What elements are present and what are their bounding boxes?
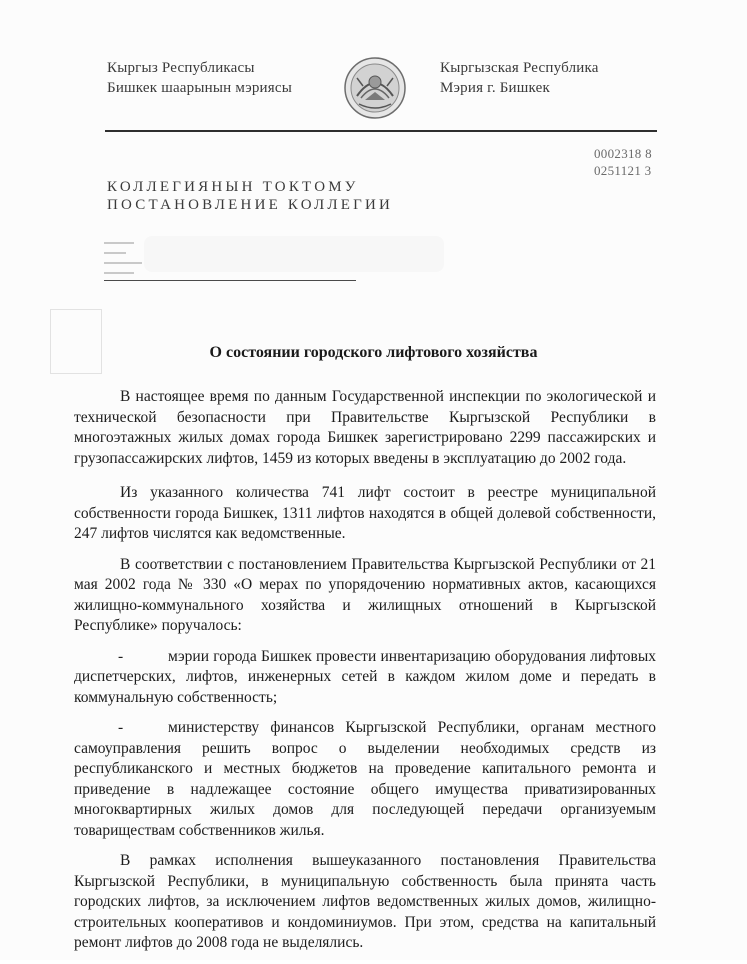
registration-number-1: 0002318 8 [594, 146, 652, 161]
header-russian [440, 58, 599, 98]
paragraph-1: В настоящее время по данным Государственной инспекции по экологической и технической безопасности при Правительстве Кыргызской Республики в многоэтажных жилых домах города Бишкек зарегистрировано 2299 пассажирских и грузопассажирских лифтов, 1459 из которых введены в эксплуатацию до 2002 года. [74, 388, 656, 467]
document-type-kyrgyz: КОЛЛЕГИЯНЫН ТОКТОМУ [107, 179, 359, 195]
redacted-date-block [104, 236, 356, 284]
header-kyrgyz-line2: Бишкек шаарынын мэриясы [107, 80, 293, 96]
header-russian-line1: Кыргызская Республика [440, 60, 599, 76]
redacted-line [104, 272, 134, 274]
paragraph-2: Из указанного количества 741 лифт состоит в реестре муниципальной собственности города Бишкек, 1311 лифтов находятся в общей долевой собственности, 247 лифтов числятся как ведомственные. [74, 484, 656, 542]
bullet-item-2 [74, 718, 656, 841]
document-type-russian: ПОСТАНОВЛЕНИЕ КОЛЛЕГИИ [107, 197, 394, 213]
header-divider [105, 130, 657, 132]
header-russian-line2: Мэрия г. Бишкек [440, 80, 550, 96]
bullet-item-1 [74, 647, 656, 709]
redacted-line [104, 242, 134, 244]
header-kyrgyz [107, 58, 292, 98]
bullet-text: министерству финансов Кыргызской Республики, органам местного самоуправления решить вопрос о выделении необходимых средств из республиканского и местных бюджетов на проведение капитального ремонта и приведение в надлежащее состояние общего имущества приватизированных многоквартирных жилых домов для последующей передачи организуемым товариществам собственников жилья. [74, 719, 656, 839]
paragraph-3: В соответствии с постановлением Правительства Кыргызской Республики от 21 мая 2002 года № 330 «О мерах по упорядочению нормативных актов, касающихся жилищно-коммунального хозяйства и жилищных отношений в Кыргызской Республике» поручалось: [74, 555, 656, 634]
redaction-patch [144, 236, 444, 272]
redacted-line [104, 252, 126, 254]
bullet-dash: - [118, 719, 124, 736]
bullet-text: мэрии города Бишкек провести инвентаризацию оборудования лифтовых диспетчерских, лифтов, инженерных сетей в каждом жилом доме и передать в коммунальную собственность; [74, 647, 656, 706]
date-underline [104, 280, 356, 281]
document-title: О состоянии городского лифтового хозяйства [209, 344, 538, 361]
paragraph-closing: В рамках исполнения вышеуказанного постановления Правительства Кыргызской Республики, в муниципальную собственность была принята часть городских лифтов, за исключением лифтов ведомственных жилых домов, жилищно-строительных кооперативов и кондоминиумов. При этом, средства на капитальный ремонт лифтов до 2008 года не выделялись. [74, 852, 656, 951]
state-emblem-icon [343, 56, 407, 120]
header-kyrgyz-line1: Кыргыз Республикасы [107, 60, 255, 76]
redacted-line [104, 262, 142, 264]
registration-number-2: 0251121 3 [594, 163, 652, 178]
document-body [74, 387, 656, 964]
bullet-dash: - [118, 647, 124, 665]
